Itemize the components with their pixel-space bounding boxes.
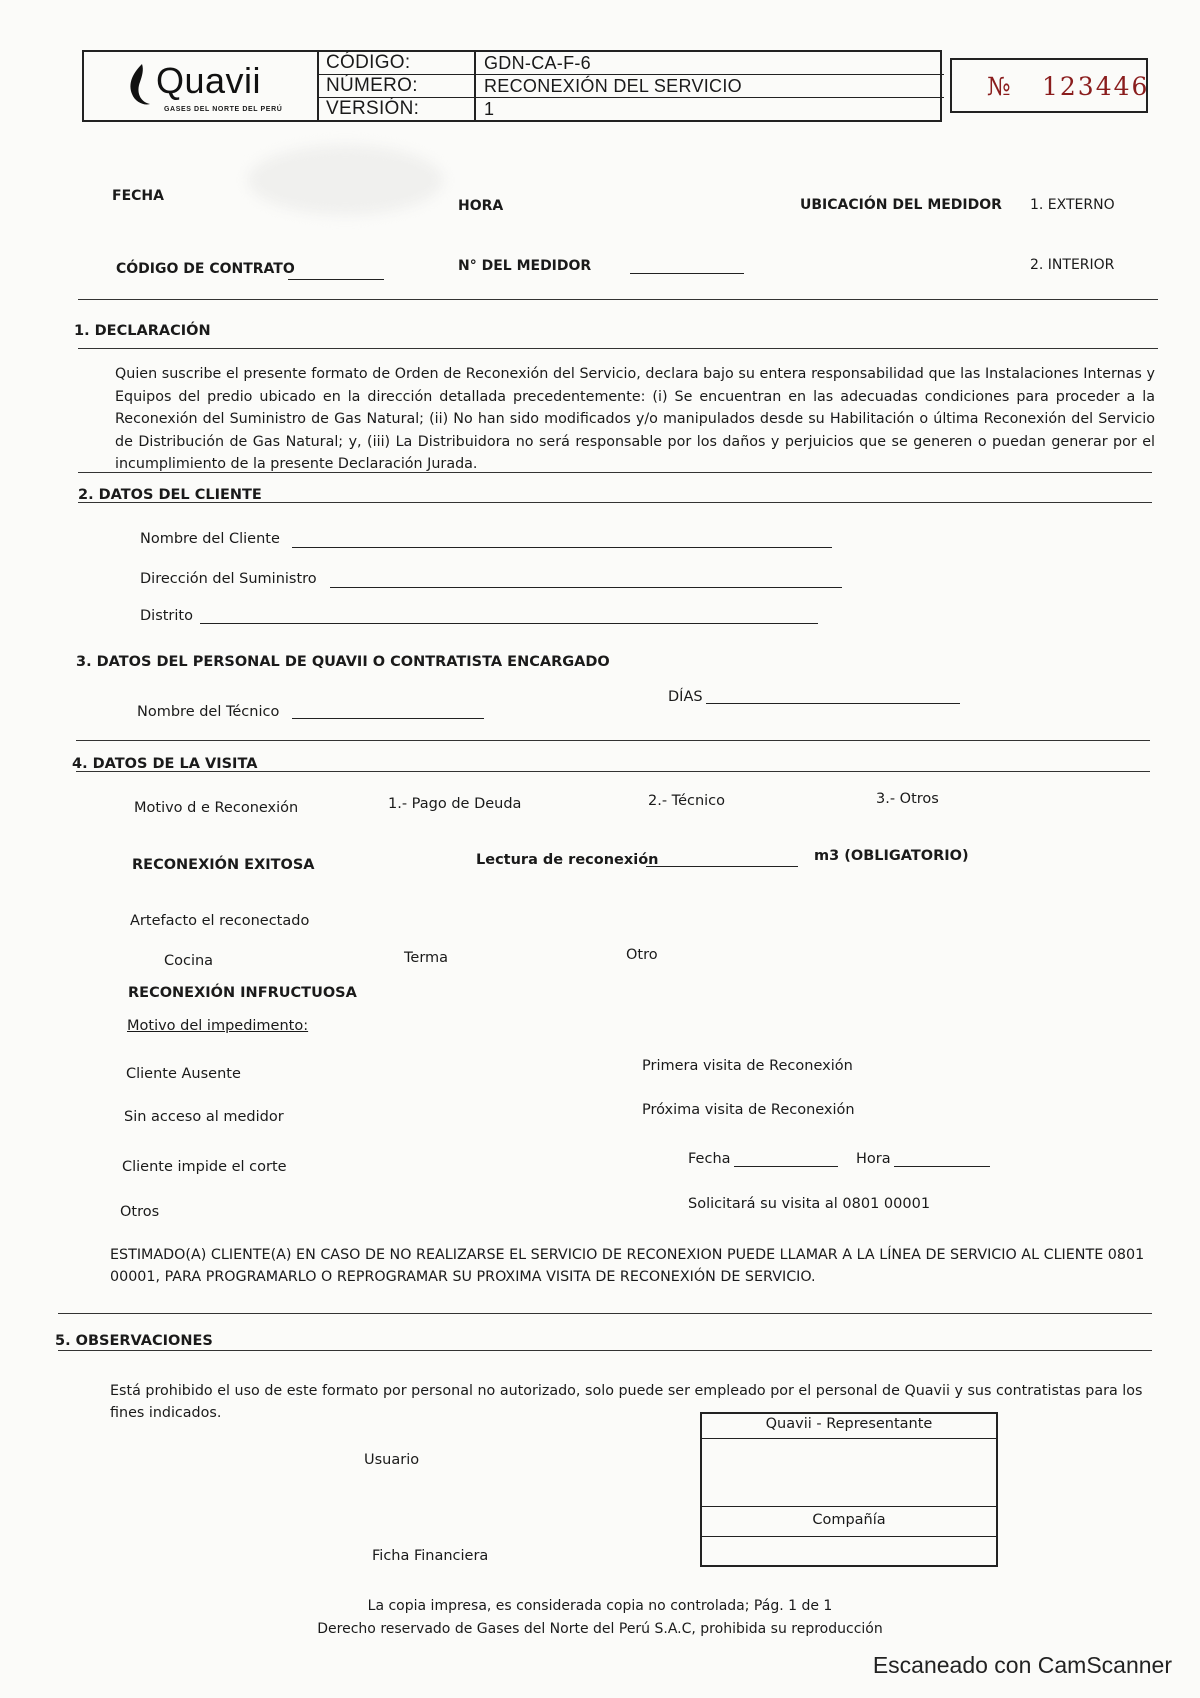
distrito-field[interactable] [200, 623, 818, 624]
divider [78, 502, 1152, 503]
m3-obligatorio-label: m3 (OBLIGATORIO) [814, 848, 969, 864]
divider [76, 771, 1150, 772]
section-cliente-title: 2. DATOS DEL CLIENTE [78, 487, 262, 503]
ubicacion-medidor-label: UBICACIÓN DEL MEDIDOR [800, 197, 1002, 213]
divider [78, 299, 1158, 300]
nombre-tecnico-label: Nombre del Técnico [137, 704, 280, 720]
form-header [82, 50, 942, 122]
nombre-tecnico-field[interactable] [292, 718, 484, 719]
lectura-reconexion-label: Lectura de reconexión [476, 852, 659, 868]
codigo-contrato-field[interactable] [288, 279, 384, 280]
ficha-financiera-label: Ficha Financiera [372, 1548, 489, 1564]
reconexion-infructuosa-label: RECONEXIÓN INFRUCTUOSA [128, 985, 357, 1001]
reconexion-exitosa-label: RECONEXIÓN EXITOSA [132, 857, 315, 873]
motivo-pago-deuda-option[interactable]: 1.- Pago de Deuda [388, 796, 522, 812]
dias-label: DÍAS [668, 689, 703, 705]
compania-label: Compañía [812, 1512, 886, 1528]
numero-value: RECONEXIÓN DEL SERVICIO [484, 76, 742, 96]
divider [76, 740, 1150, 741]
sigbox-divider [702, 1438, 996, 1439]
representante-label: Quavii - Representante [765, 1416, 933, 1432]
compania-field[interactable] [702, 1538, 996, 1566]
serial-number-box [950, 58, 1148, 113]
primera-visita-option[interactable]: Primera visita de Reconexión [642, 1058, 853, 1074]
cocina-option[interactable]: Cocina [164, 953, 214, 969]
section-personal-title: 3. DATOS DEL PERSONAL DE QUAVII O CONTRATISTA ENCARGADO [76, 654, 610, 670]
otro-option[interactable]: Otro [626, 947, 658, 963]
motivo-impedimento-label: Motivo del impedimento: [127, 1018, 309, 1034]
serial-prefix: № [987, 72, 1011, 101]
distrito-label: Distrito [140, 608, 193, 624]
cliente-ausente-option[interactable]: Cliente Ausente [126, 1066, 241, 1082]
sin-acceso-medidor-option[interactable]: Sin acceso al medidor [124, 1109, 284, 1125]
divider [78, 348, 1158, 349]
num-medidor-field[interactable] [630, 273, 744, 274]
artefacto-reconectado-label: Artefacto el reconectado [130, 913, 310, 929]
divider [58, 1350, 1152, 1351]
terma-option[interactable]: Terma [404, 950, 449, 966]
version-label: VERSIÓN: [326, 98, 420, 119]
motivo-otros-option[interactable]: 3.- Otros [876, 791, 939, 807]
reprogramacion-notice: ESTIMADO(A) CLIENTE(A) EN CASO DE NO REALIZARSE EL SERVICIO DE RECONEXION PUEDE LLAMAR A LA LÍNEA DE SERVICIO AL CLIENTE 0801 00001, PARA PROGRAMARLO O REPROGRAMAR SU PROXIMA VISITA DE RECONEXIÓN DE SERVICIO. [110, 1247, 1145, 1285]
nombre-cliente-label: Nombre del Cliente [140, 531, 280, 547]
hora-label: HORA [458, 198, 504, 214]
codigo-label: CÓDIGO: [326, 52, 411, 73]
section-declaracion-title: 1. DECLARACIÓN [74, 323, 211, 339]
proxima-fecha-label: Fecha [688, 1151, 731, 1167]
camscanner-watermark: Escaneado con CamScanner [872, 1652, 1172, 1678]
proxima-visita-option[interactable]: Próxima visita de Reconexión [642, 1102, 855, 1118]
proxima-hora-field[interactable] [894, 1166, 990, 1167]
usuario-label: Usuario [364, 1452, 420, 1468]
logo-subtitle: GASES DEL NORTE DEL PERÚ [164, 106, 283, 113]
direccion-suministro-field[interactable] [330, 587, 842, 588]
proxima-hora-label: Hora [856, 1151, 891, 1167]
motivo-reconexion-label: Motivo d e Reconexión [134, 800, 299, 816]
numero-label: NÚMERO: [326, 75, 418, 96]
flame-logo-icon [126, 62, 152, 108]
company-logo [84, 52, 319, 120]
declaracion-text: Quien suscribe el presente formato de Orden de Reconexión del Servicio, declara bajo su entera responsabilidad que las Instalaciones Internas y Equipos del predio ubicado en la dirección detallada precedentemente: (i) Se encuentran en las adecuadas condiciones para proceder a la Reconexión del Suministro de Gas Natural; (ii) No han sido modificados y/o manipulados desde su Habilitación o última Reconexión del Servicio de Distribución de Gas Natural; y, (iii) La Distribuidora no será responsable por los daños y perjuicios que se generen o puedan generar por el incumplimiento de la presente Declaración Jurada. [115, 366, 1155, 472]
logo-text: Quavii [156, 60, 262, 101]
version-value: 1 [484, 99, 495, 119]
motivo-tecnico-option[interactable]: 2.- Técnico [648, 793, 726, 809]
solicitara-visita-text: Solicitará su visita al 0801 00001 [688, 1196, 931, 1212]
divider [78, 472, 1152, 473]
observaciones-text: Está prohibido el uso de este formato por personal no autorizado, solo puede ser empleado por el personal de Quavii y sus contratistas para los fines indicados. [110, 1383, 1143, 1421]
codigo-value: GDN-CA-F-6 [484, 53, 591, 73]
cliente-impide-corte-option[interactable]: Cliente impide el corte [122, 1159, 287, 1175]
codigo-contrato-label: CÓDIGO DE CONTRATO [116, 261, 295, 277]
scan-smudge [248, 145, 443, 215]
fecha-label: FECHA [112, 188, 164, 204]
footer-line-2: Derecho reservado de Gases del Norte del Perú S.A.C, prohibida su reproducción [317, 1621, 883, 1637]
signature-box [700, 1412, 998, 1567]
sigbox-divider [702, 1536, 996, 1537]
interior-option[interactable]: 2. INTERIOR [1030, 257, 1115, 273]
representante-signature-area[interactable] [702, 1440, 996, 1506]
serial-number: 123446 [1042, 72, 1150, 101]
footer-line-1: La copia impresa, es considerada copia no controlada; Pág. 1 de 1 [367, 1598, 833, 1614]
proxima-fecha-field[interactable] [734, 1166, 838, 1167]
dias-field[interactable] [706, 703, 960, 704]
sigbox-divider [702, 1506, 996, 1507]
section-observaciones-title: 5. OBSERVACIONES [55, 1333, 213, 1349]
section-visita-title: 4. DATOS DE LA VISITA [72, 756, 258, 772]
divider [58, 1313, 1152, 1314]
otros-impedimento-option[interactable]: Otros [120, 1204, 160, 1220]
lectura-reconexion-field[interactable] [646, 866, 798, 867]
direccion-suministro-label: Dirección del Suministro [140, 571, 317, 587]
externo-option[interactable]: 1. EXTERNO [1030, 197, 1115, 213]
nombre-cliente-field[interactable] [292, 547, 832, 548]
num-medidor-label: N° DEL MEDIDOR [458, 258, 592, 274]
